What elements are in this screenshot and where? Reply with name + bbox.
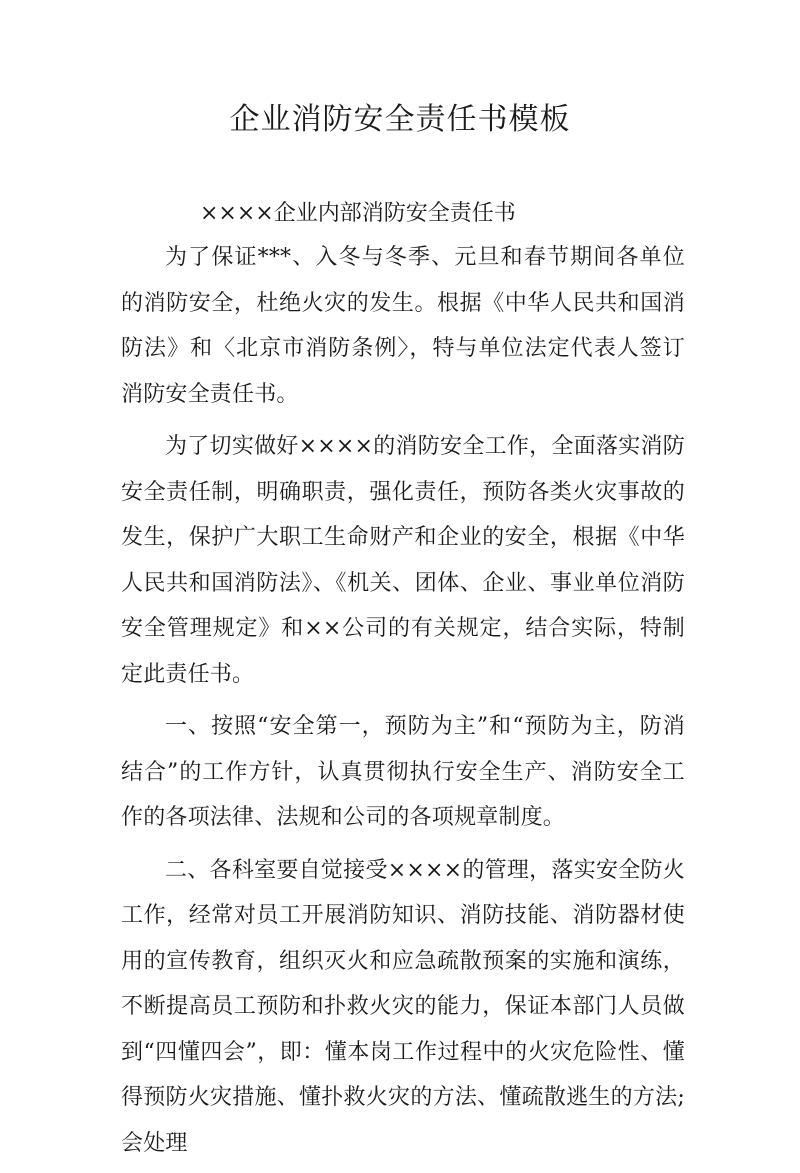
document-body [121,235,685,1173]
paragraph-purpose: 为了切实做好××××的消防安全工作，全面落实消防安全责任制，明确职责，强化责任，预防各类火灾事故的发生，保护广大职工生命财产和企业的安全，根据《中华人民共和国消防法》、《机关、团体、企业、事业单位消防安全管理规定》和××公司的有关规定，结合实际，特制定此责任书。 [121,434,685,687]
paragraph-article-2: 二、各科室要自觉接受××××的管理，落实安全防火工作，经常对员工开展消防知识、消防技能、消防器材使用的宣传教育，组织灭火和应急疏散预案的实施和演练，不断提高员工预防和扑救火灾的能力，保证本部门人员做到“四懂四会”，即：懂本岗工作过程中的火灾危险性、懂得预防火灾措施、懂扑救火灾的方法、懂疏散逃生的方法;会处理 [121,857,685,1156]
paragraph-intro: 为了保证***、入冬与冬季、元旦和春节期间各单位的消防安全，杜绝火灾的发生。根据《中华人民共和国消防法》和〈北京市消防条例〉，特与单位法定代表人签订消防安全责任书。 [121,245,685,407]
document-subtitle: ××××企业内部消防安全责任书 [200,201,516,226]
paragraph-article-1: 一、按照“安全第一，预防为主”和“预防为主，防消结合”的工作方针，认真贯彻执行安全生产、消防安全工作的各项法律、法规和公司的各项规章制度。 [121,714,685,830]
document-title: 企业消防安全责任书模板 [229,102,571,137]
